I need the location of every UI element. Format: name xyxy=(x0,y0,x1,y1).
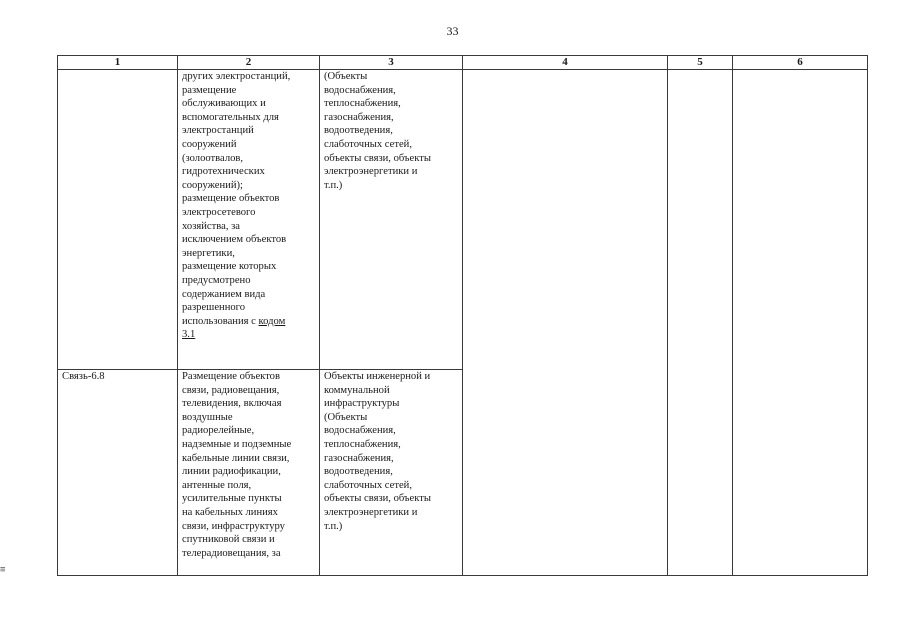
code-reference: кодом 3.1 xyxy=(182,315,286,341)
column-header: 4 xyxy=(463,56,668,70)
use-description-text: других электростанций, размещение обслуживающих и вспомогательных для электростанций сооружений (золоотвалов, гидротехнических сооружений); размещение объектов электросетевого хозяйства, за исключением объектов энергетики, размещение которых предусмотрено содержанием вида разрешенного использования с xyxy=(182,71,291,327)
regulation-table xyxy=(57,55,868,576)
use-description-cell: Размещение объектов связи, радиовещания, телевидения, включая воздушные радиорелейные, надземные и подземные кабельные линии связи, линии радиофикации, антенные поля, усилительные пункты на кабельных линиях связи, инфраструктуру спутниковой связи и телерадиовещания, за xyxy=(178,370,320,576)
auxiliary-objects-cell: Объекты инженерной и коммунальной инфраструктуры (Объекты водоснабжения, теплоснабжения, газоснабжения, водоотведения, слаботочных сетей, объекты связи, объекты электроэнергетики и т.п.) xyxy=(320,370,463,576)
auxiliary-objects-cell: (Объекты водоснабжения, теплоснабжения, газоснабжения, водоотведения, слаботочных сетей, объекты связи, объекты электроэнергетики и т.п.) xyxy=(320,70,463,370)
page-number: 33 xyxy=(446,24,459,38)
use-type-cell: Связь-6.8 xyxy=(58,370,178,576)
table-header-row xyxy=(58,56,868,70)
use-description-cell xyxy=(178,70,320,370)
use-type-cell xyxy=(58,70,178,370)
column-5-cell xyxy=(668,70,733,576)
column-header: 6 xyxy=(733,56,868,70)
column-header: 2 xyxy=(178,56,320,70)
column-header: 3 xyxy=(320,56,463,70)
column-header: 1 xyxy=(58,56,178,70)
column-header: 5 xyxy=(668,56,733,70)
table-row xyxy=(58,70,868,370)
column-4-cell xyxy=(463,70,668,576)
scan-mark-icon: ≡ xyxy=(0,565,6,575)
column-6-cell xyxy=(733,70,868,576)
